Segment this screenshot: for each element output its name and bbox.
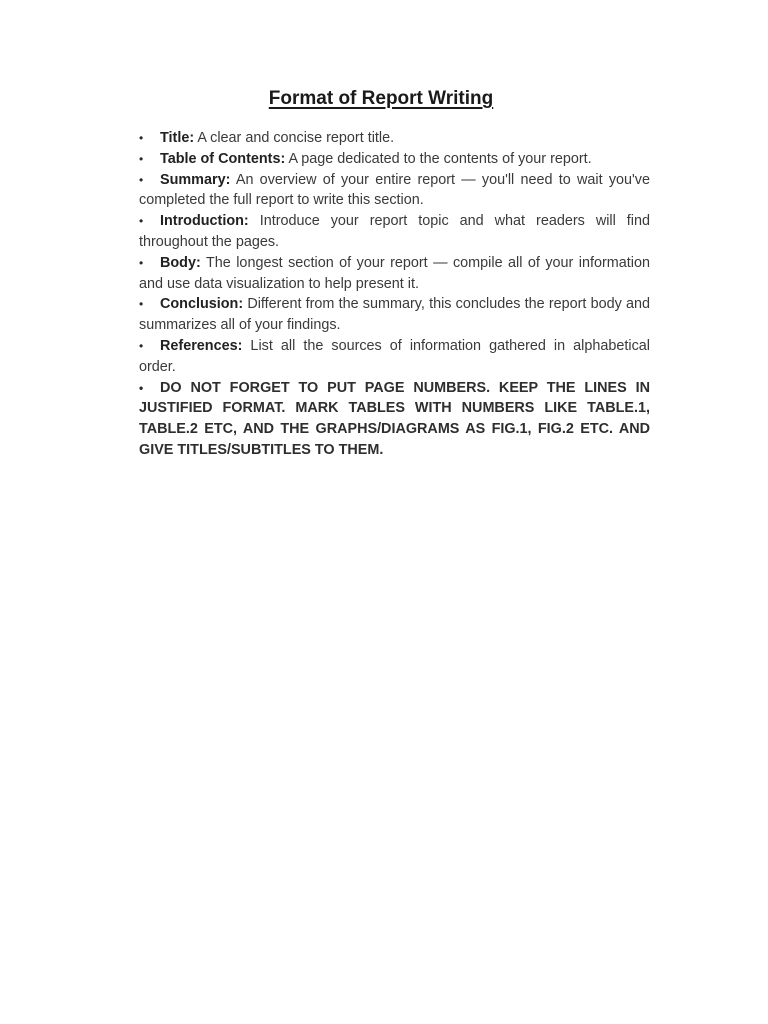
note-text: DO NOT FORGET TO PUT PAGE NUMBERS. KEEP THE LINES IN JUSTIFIED FORMAT. MARK TABLES WITH NUMBERS LIKE TABLE.1, TABLE.2 ETC, AND THE GRAPHS/DIAGRAMS AS FIG.1, FIG.2 ETC. AND GIVE TITLES/SUBTITLES TO THEM. — [139, 379, 650, 458]
item-label: Summary: — [160, 171, 231, 188]
list-item-summary — [139, 170, 650, 212]
bullet-icon: • — [139, 151, 144, 166]
item-text: The longest section of your report — compile all of your information and use data visualization to help present it. — [139, 254, 650, 292]
bullet-icon: • — [139, 131, 144, 145]
item-label: Table of Contents: — [160, 150, 286, 167]
bullet-icon: • — [139, 172, 144, 187]
item-text: Introduce your report topic and what readers will find throughout the pages. — [139, 213, 650, 250]
item-text: An overview of your entire report — you'll need to wait you've completed the full report to write this section. — [139, 171, 650, 209]
bullet-icon: • — [139, 297, 144, 312]
list-item-conclusion — [139, 294, 650, 336]
bullet-icon: • — [139, 338, 144, 353]
bullet-icon: • — [139, 380, 144, 395]
list-item-table-of-contents — [139, 149, 650, 170]
item-label: Introduction: — [160, 213, 249, 230]
item-text: Different from the summary, this concludes the report body and summarizes all of your findings. — [139, 296, 650, 334]
page-title: Format of Report Writing — [268, 88, 494, 109]
list-item-references — [139, 336, 650, 378]
item-label: References: — [160, 337, 243, 354]
list-item-introduction — [139, 211, 650, 253]
item-label: Title: — [160, 130, 195, 146]
item-label: Body: — [160, 254, 201, 271]
list-item-note — [139, 378, 650, 461]
item-text: A clear and concise report title. — [194, 130, 395, 146]
bullet-icon: • — [139, 255, 144, 270]
list-item-body — [139, 253, 650, 295]
item-text: List all the sources of information gathered in alphabetical order. — [139, 337, 650, 375]
bullet-icon: • — [139, 214, 144, 229]
list-item-title — [139, 128, 650, 149]
report-format-list — [139, 128, 650, 461]
item-label: Conclusion: — [160, 296, 244, 313]
item-text: A page dedicated to the contents of your report. — [285, 150, 592, 167]
